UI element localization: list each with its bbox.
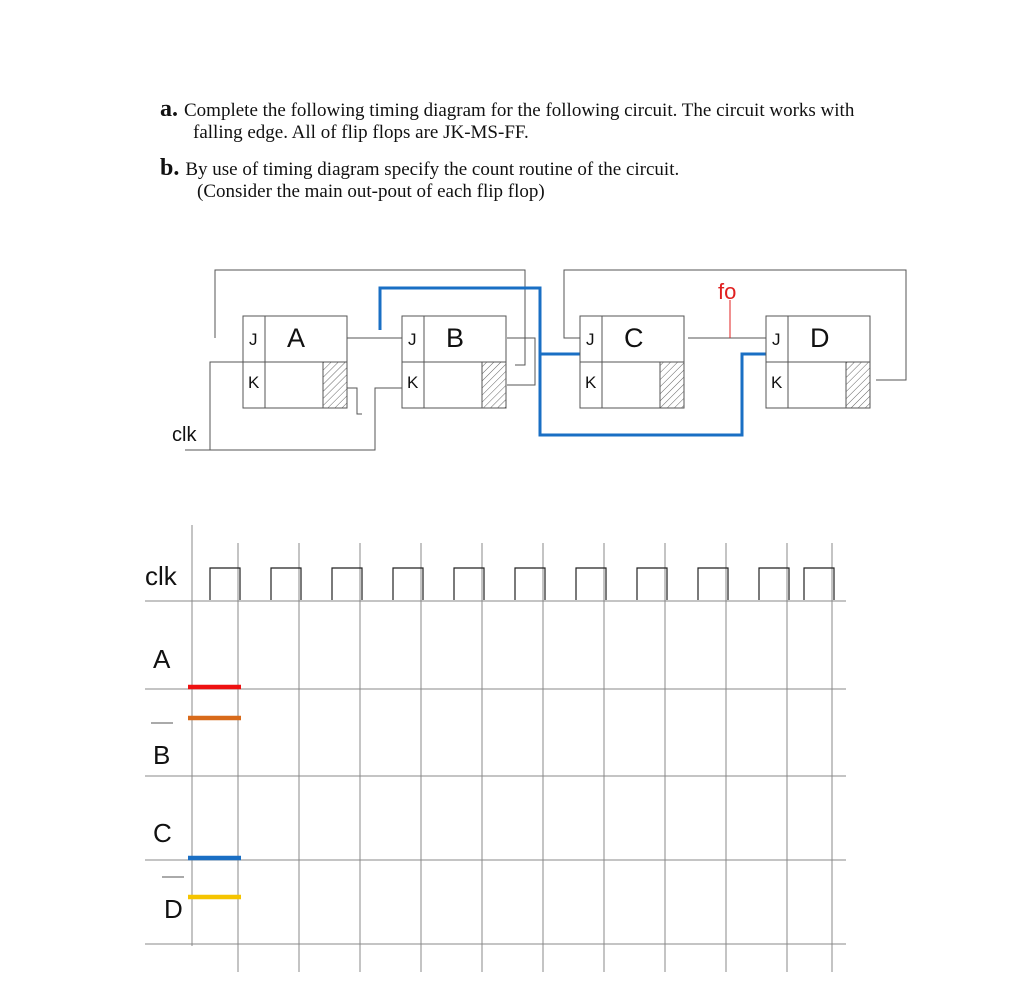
timing-diagram: [145, 525, 846, 972]
clock-pulse: [698, 568, 728, 600]
flipflop-c: [580, 316, 684, 408]
flipflop-hatch: [323, 362, 347, 408]
flipflop-hatch: [482, 362, 506, 408]
clock-pulse: [393, 568, 423, 600]
timing-row-label-clk: clk: [145, 561, 177, 591]
flipflop-name-label: B: [446, 323, 465, 353]
wire-a-qbar: [346, 388, 362, 414]
flipflop-j-label: J: [408, 330, 417, 349]
clock-pulse: [804, 568, 834, 600]
circuit-clk-label: clk: [172, 424, 197, 446]
flipflop-k-label: K: [248, 373, 260, 392]
flipflop-j-label: J: [772, 330, 781, 349]
flipflop-j-label: J: [586, 330, 595, 349]
clock-pulse: [332, 568, 362, 600]
clock-pulse: [210, 568, 240, 600]
flipflops: [243, 316, 870, 408]
flipflop-j-label: J: [249, 330, 258, 349]
flipflop-k-label: K: [771, 373, 783, 392]
clock-pulse: [637, 568, 667, 600]
clock-pulse: [576, 568, 606, 600]
question-b-line1: By use of timing diagram specify the count routine of the circuit.: [185, 159, 680, 180]
clock-pulse: [454, 568, 484, 600]
question-a-line2: falling edge. All of flip flops are JK-MS-FF.: [193, 122, 529, 143]
flipflop-name-label: D: [810, 323, 830, 353]
flipflop-hatch: [660, 362, 684, 408]
flipflop-d: [766, 316, 870, 408]
fo-label: fo: [718, 279, 737, 304]
flipflop-a: [243, 316, 347, 408]
clock-pulse: [759, 568, 789, 600]
question-a-letter: a.: [160, 96, 178, 122]
timing-row-label-a: A: [153, 644, 171, 674]
timing-row-label-d: D: [164, 894, 183, 924]
flipflop-b: [402, 316, 506, 408]
flipflop-name-label: C: [624, 323, 644, 353]
timing-row-label-c: C: [153, 818, 172, 848]
flipflop-name-label: A: [287, 323, 306, 353]
flipflop-hatch: [846, 362, 870, 408]
wire-b-out: [507, 338, 535, 385]
timing-row-label-b: B: [153, 740, 171, 770]
question-b-line2: (Consider the main out-pout of each flip flop): [197, 181, 545, 202]
question-b-letter: b.: [160, 155, 180, 181]
flipflop-k-label: K: [407, 373, 419, 392]
clock-pulse: [515, 568, 545, 600]
flipflop-k-label: K: [585, 373, 597, 392]
clock-pulse: [271, 568, 301, 600]
question-a-line1: Complete the following timing diagram for the following circuit. The circuit works with: [184, 100, 855, 121]
